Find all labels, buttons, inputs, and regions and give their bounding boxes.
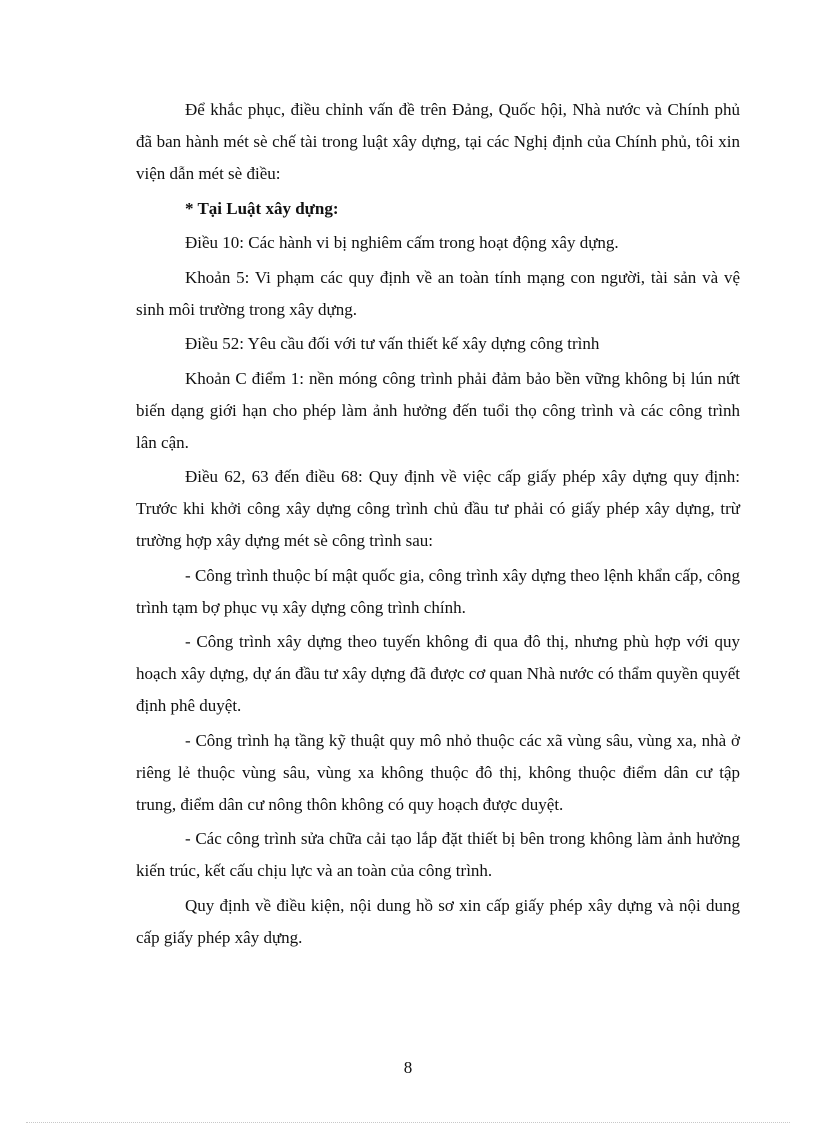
- article-52-paragraph: Điều 52: Yêu cầu đối với tư vấn thiết kế xây dựng công trình: [185, 334, 600, 353]
- section-heading: * Tại Luật xây dựng:: [185, 198, 339, 218]
- page-body: [136, 94, 740, 956]
- article-62-68-paragraph: Điều 62, 63 đến điều 68: Quy định về việc cấp giấy phép xây dựng quy định: Trước khi khởi công xây dựng công trình chủ đầu tư phải có giấy phép xây dựng, trừ trường hợp xây dựng mét sè công trình sau:: [136, 467, 740, 550]
- exemption-item: - Công trình thuộc bí mật quốc gia, công trình xây dựng theo lệnh khẩn cấp, công trình tạm bợ phục vụ xây dựng công trình chính.: [136, 565, 740, 617]
- intro-paragraph: Để khắc phục, điều chỉnh vấn đề trên Đảng, Quốc hội, Nhà nước và Chính phủ đã ban hành mét sè chế tài trong luật xây dựng, tại các Nghị định của Chính phủ, tôi xin viện dẫn mét sè điều:: [136, 100, 740, 183]
- article-10-paragraph: Điều 10: Các hành vi bị nghiêm cấm trong hoạt động xây dựng.: [185, 233, 619, 252]
- exemption-item: - Các công trình sửa chữa cải tạo lắp đặt thiết bị bên trong không làm ảnh hưởng kiến trúc, kết cấu chịu lực và an toàn của công trình.: [136, 829, 740, 880]
- clause-c-paragraph: Khoản C điểm 1: nền móng công trình phải đảm bảo bền vững không bị lún nứt biến dạng giới hạn cho phép làm ảnh hưởng đến tuổi thọ công trình và các công trình lân cận.: [136, 368, 740, 452]
- page-number: 8: [403, 1058, 413, 1077]
- exemption-item: - Công trình xây dựng theo tuyến không đi qua đô thị, nhưng phù hợp với quy hoạch xây dựng, dự án đầu tư xây dựng đã được cơ quan Nhà nước có thẩm quyền quyết định phê duyệt.: [136, 632, 740, 715]
- closing-paragraph: Quy định về điều kiện, nội dung hồ sơ xin cấp giấy phép xây dựng và nội dung cấp giấy phép xây dựng.: [136, 895, 740, 947]
- clause-5-paragraph: Khoản 5: Vi phạm các quy định về an toàn tính mạng con người, tài sản và vệ sinh môi trường trong xây dựng.: [136, 267, 740, 319]
- exemption-item: - Công trình hạ tầng kỹ thuật quy mô nhỏ thuộc các xã vùng sâu, vùng xa, nhà ở riêng lẻ thuộc vùng sâu, vùng xa không thuộc đô thị, không thuộc điểm dân cư tập trung, điểm dân cư nông thôn không có quy hoạch được duyệt.: [136, 730, 740, 814]
